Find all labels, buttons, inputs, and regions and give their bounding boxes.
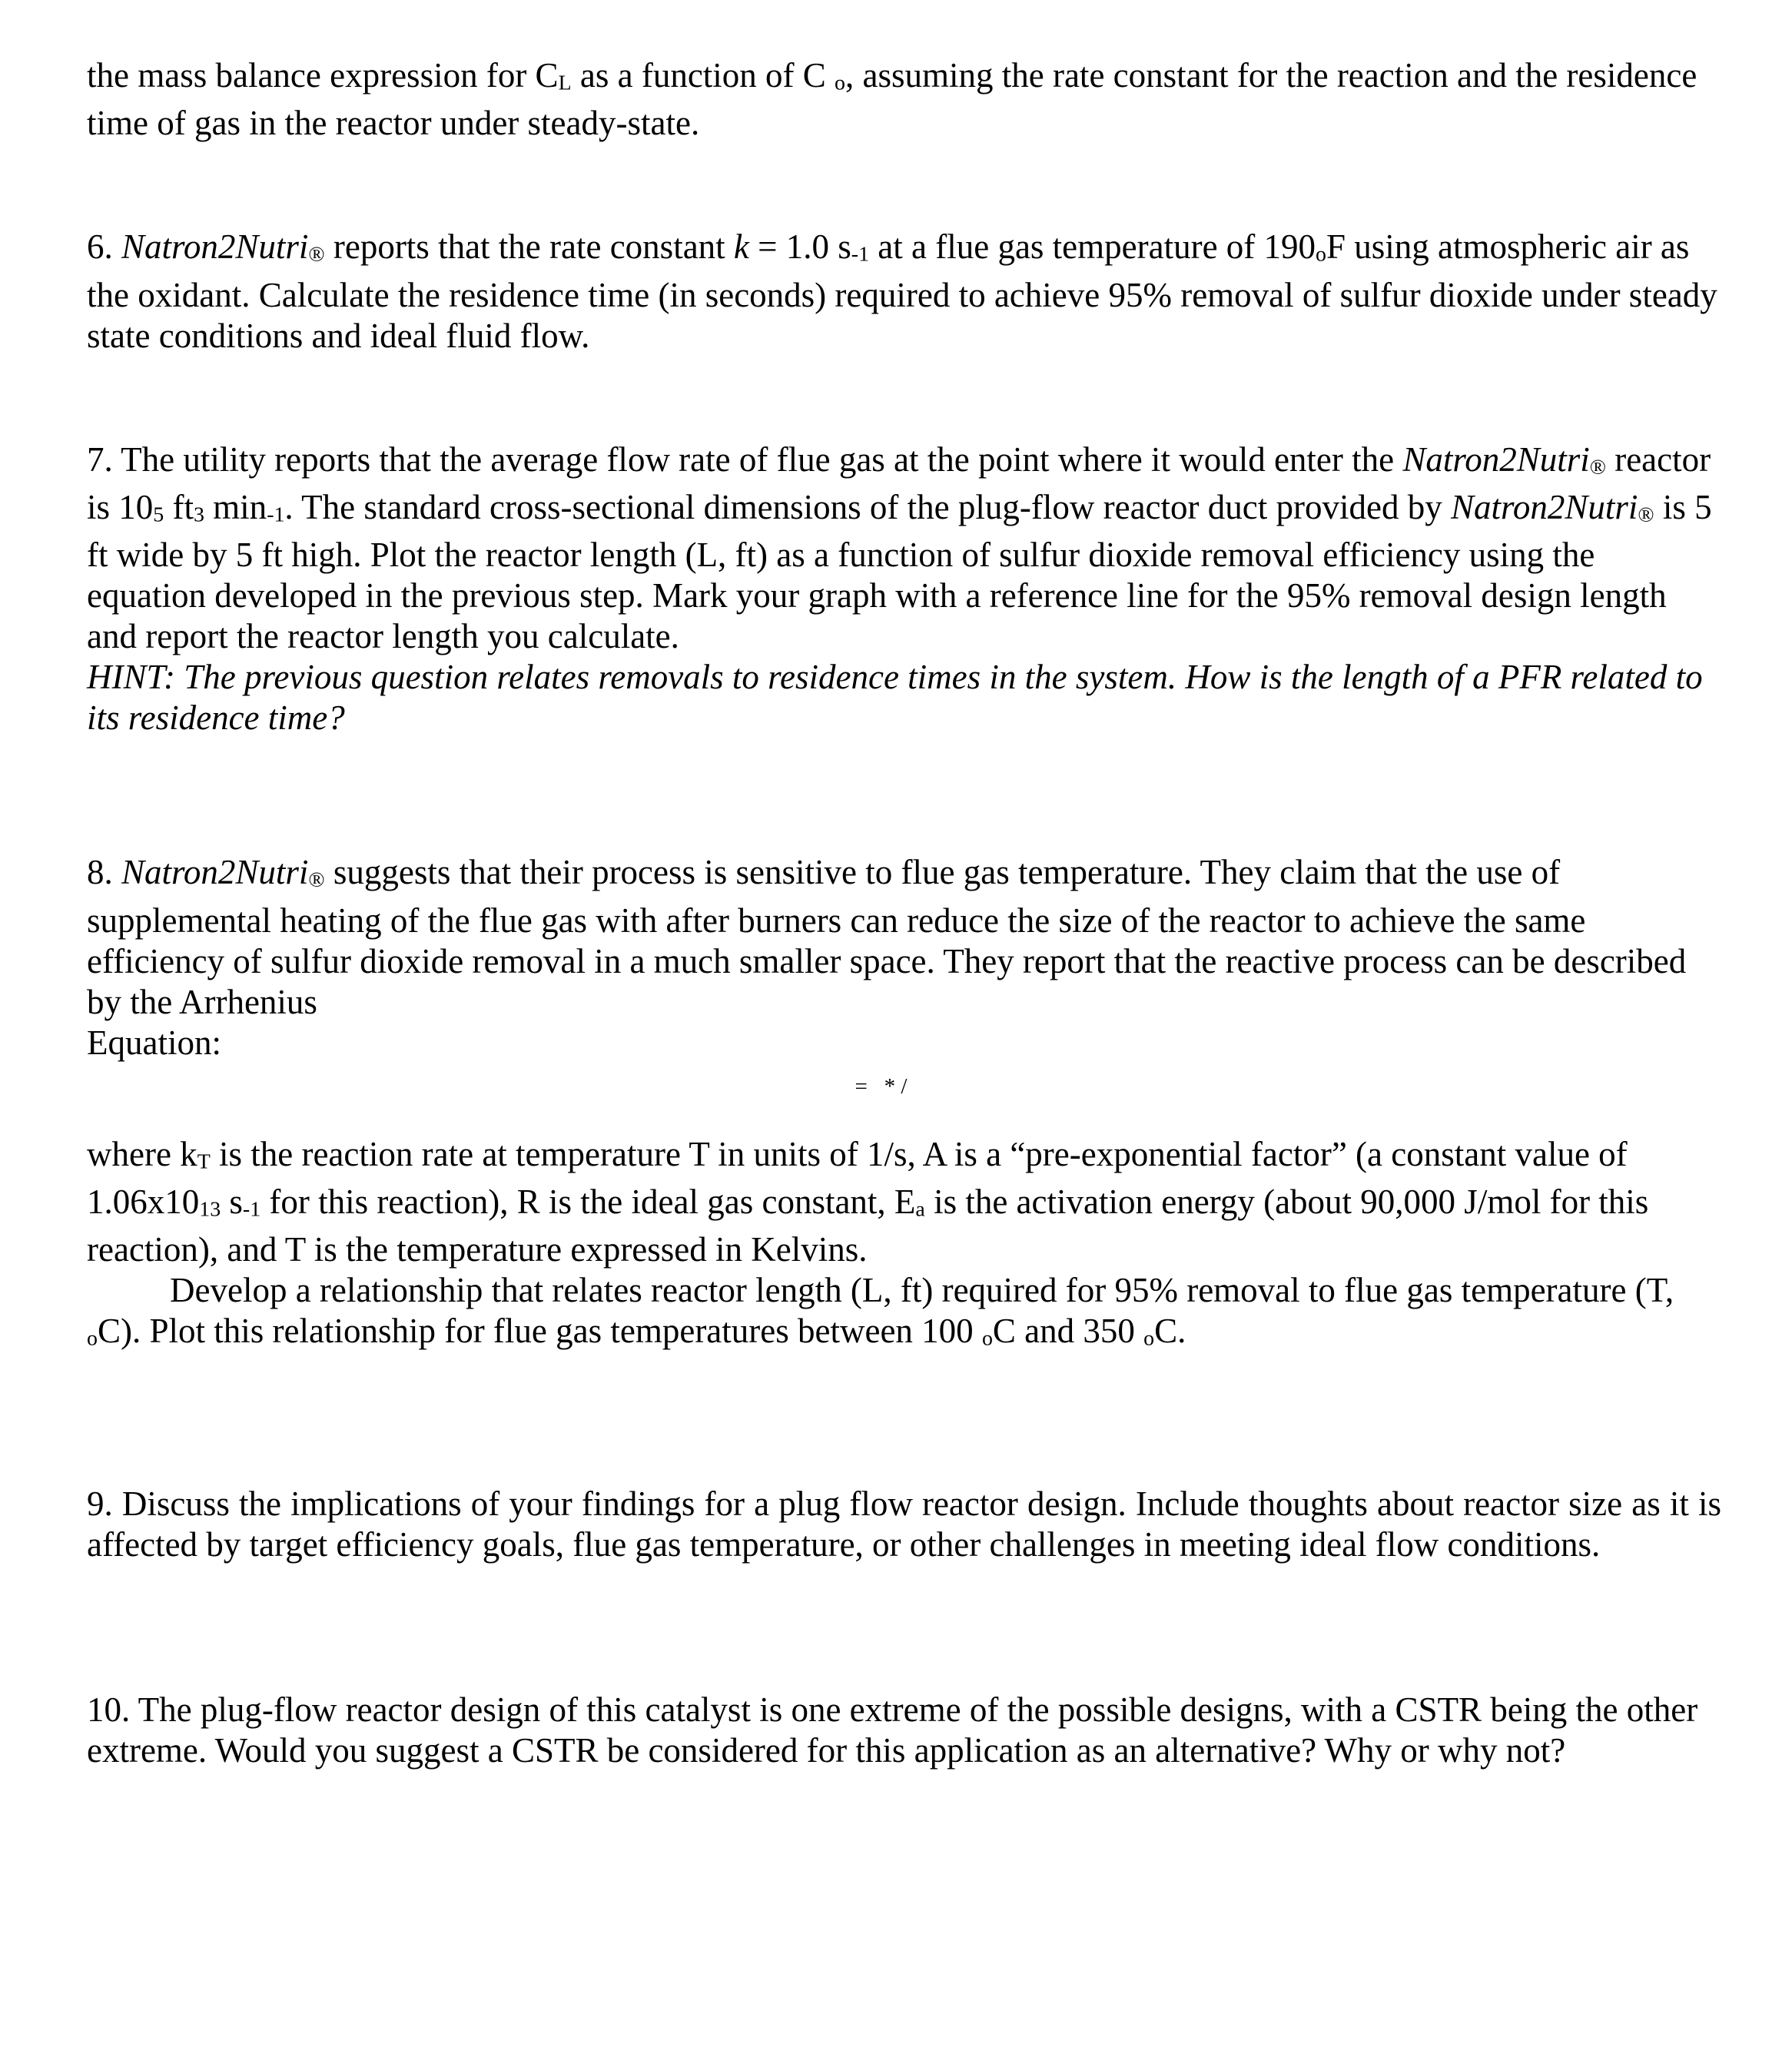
paragraph-question-7: 7. The utility reports that the average flow rate of flue gas at the point where it would enter the Natron2Nutri® reactor is 105 ft3 min-1. The standard cross-sectional dimensions of the plug-flow reactor duct provided by Natron2Nutri® is 5 ft wide by 5 ft high. Plot the reactor length (L, ft) as a function of sulfur dioxide removal efficiency using the equation developed in the previous step. Mark your graph with a reference line for the 95% removal design length and report the reactor length you calculate. bbox=[87, 440, 1712, 656]
paragraph-question-8-develop: Develop a relationship that relates reactor length (L, ft) required for 95% removal to flue gas temperature (T, oC). Plot this relationship for flue gas temperatures between 100 oC and 350 oC. bbox=[87, 1271, 1674, 1351]
paragraph-question-7-hint: HINT: The previous question relates removals to residence times in the system. How is the length of a PFR related to its residence time? bbox=[87, 658, 1703, 738]
equation-fragment: = * / bbox=[855, 1073, 908, 1099]
equation-label: Equation: bbox=[87, 1023, 221, 1062]
paragraph-question-8-intro: 8. Natron2Nutri® suggests that their process is sensitive to flue gas temperature. They claim that the use of supplemental heating of the flue gas with after burners can reduce the size of the reactor to achieve the same efficiency of sulfur dioxide removal in a much smaller space. They report that the reactive process can be described by the Arrhenius bbox=[87, 853, 1687, 1021]
paragraph-question-9: 9. Discuss the implications of your findings for a plug flow reactor design. Include thoughts about reactor size as it is affected by target efficiency goals, flue gas temperature, or other challenges in meeting ideal flow conditions. bbox=[87, 1484, 1721, 1564]
paragraph-intro-continuation: the mass balance expression for CL as a function of C o, assuming the rate constant for the reaction and the residence time of gas in the reactor under steady-state. bbox=[87, 56, 1697, 143]
paragraph-question-8-arrhenius-terms: where kT is the reaction rate at temperature T in units of 1/s, A is a “pre-exponential factor” (a constant value of 1.06x1013 s-1 for this reaction), R is the ideal gas constant, Ea is the activation energy (about 90,000 J/mol for this reaction), and T is the temperature expressed in Kelvins. bbox=[87, 1134, 1649, 1269]
paragraph-question-10: 10. The plug-flow reactor design of this catalyst is one extreme of the possible designs, with a CSTR being the other extreme. Would you suggest a CSTR be considered for this application as an alternative? Why or why not? bbox=[87, 1690, 1698, 1770]
paragraph-question-6: 6. Natron2Nutri® reports that the rate constant k = 1.0 s-1 at a flue gas temperature of 190oF using atmospheric air as the oxidant. Calculate the residence time (in seconds) required to achieve 95% removal of sulfur dioxide under steady state conditions and ideal fluid flow. bbox=[87, 227, 1717, 355]
